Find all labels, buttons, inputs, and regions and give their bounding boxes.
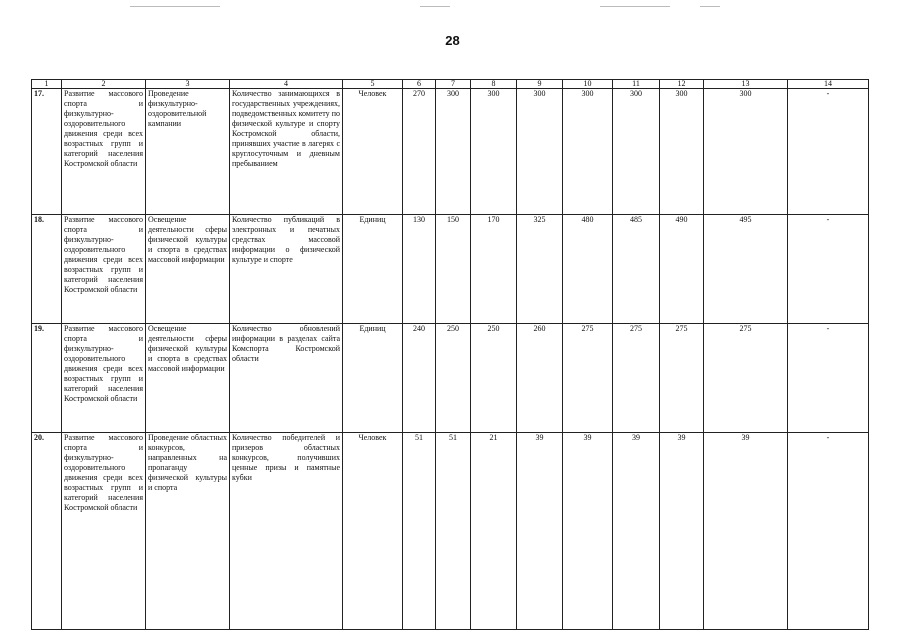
table-row — [32, 89, 869, 215]
column-header: 12 — [660, 80, 704, 89]
value-cell: 39 — [517, 433, 563, 630]
value-cell: 240 — [403, 324, 436, 433]
value-cell: 275 — [704, 324, 788, 433]
value-cell: 250 — [471, 324, 517, 433]
value-cell: 495 — [704, 215, 788, 324]
event-cell: Проведение физкультурно-оздоровительной кампании — [146, 89, 230, 215]
value-cell: 275 — [563, 324, 613, 433]
column-header: 8 — [471, 80, 517, 89]
value-cell: 300 — [436, 89, 471, 215]
note-cell: - — [788, 215, 869, 324]
scan-edge-marks — [0, 6, 905, 8]
value-cell: 300 — [471, 89, 517, 215]
column-header: 2 — [62, 80, 146, 89]
column-header: 10 — [563, 80, 613, 89]
row-index: 19. — [32, 324, 62, 433]
direction-cell: Развитие массового спорта и физкультурно-оздоровительного движения среди всех возрастных групп и категорий населения Костромской области — [62, 215, 146, 324]
indicator-cell: Количество победителей и призеров областных конкурсов, получивших ценные призы и памятные кубки — [230, 433, 343, 630]
value-cell: 150 — [436, 215, 471, 324]
value-cell: 21 — [471, 433, 517, 630]
column-header: 9 — [517, 80, 563, 89]
value-cell: 300 — [704, 89, 788, 215]
indicator-cell: Количество обновлений информации в разделах сайта Комспорта Костромской области — [230, 324, 343, 433]
value-cell: 270 — [403, 89, 436, 215]
column-header: 13 — [704, 80, 788, 89]
table-row — [32, 433, 869, 630]
table-row — [32, 324, 869, 433]
event-cell: Освещение деятельности сферы физической культуры и спорта в средствах массовой информации — [146, 324, 230, 433]
indicator-cell: Количество занимающихся в государственных учреждениях, подведомственных комитету по физической культуре и спорту Костромской области, принявших участие в лагерях с круглосуточным и дневным пребыванием — [230, 89, 343, 215]
value-cell: 480 — [563, 215, 613, 324]
value-cell: 485 — [613, 215, 660, 324]
value-cell: 39 — [613, 433, 660, 630]
value-cell: 130 — [403, 215, 436, 324]
value-cell: 51 — [403, 433, 436, 630]
note-cell: - — [788, 324, 869, 433]
note-cell: - — [788, 89, 869, 215]
column-header: 7 — [436, 80, 471, 89]
column-header: 11 — [613, 80, 660, 89]
value-cell: 300 — [563, 89, 613, 215]
unit-cell: Человек — [343, 433, 403, 630]
value-cell: 260 — [517, 324, 563, 433]
row-index: 18. — [32, 215, 62, 324]
value-cell: 300 — [517, 89, 563, 215]
column-header: 3 — [146, 80, 230, 89]
value-cell: 39 — [660, 433, 704, 630]
value-cell: 490 — [660, 215, 704, 324]
value-cell: 300 — [613, 89, 660, 215]
unit-cell: Единиц — [343, 215, 403, 324]
value-cell: 51 — [436, 433, 471, 630]
value-cell: 170 — [471, 215, 517, 324]
value-cell: 300 — [660, 89, 704, 215]
row-index: 17. — [32, 89, 62, 215]
row-index: 20. — [32, 433, 62, 630]
event-cell: Проведение областных конкурсов, направленных на пропаганду физической культуры и спорта — [146, 433, 230, 630]
unit-cell: Единиц — [343, 324, 403, 433]
indicator-cell: Количество публикаций в электронных и печатных средствах массовой информации о физической культуре и спорте — [230, 215, 343, 324]
value-cell: 39 — [704, 433, 788, 630]
unit-cell: Человек — [343, 89, 403, 215]
column-header: 1 — [32, 80, 62, 89]
event-cell: Освещение деятельности сферы физической культуры и спорта в средствах массовой информации — [146, 215, 230, 324]
column-header: 4 — [230, 80, 343, 89]
indicators-table — [31, 79, 869, 630]
table-header-row — [32, 80, 869, 89]
page-number: 28 — [445, 33, 460, 48]
table-row — [32, 215, 869, 324]
direction-cell: Развитие массового спорта и физкультурно-оздоровительного движения среди всех возрастных групп и категорий населения Костромской области — [62, 89, 146, 215]
direction-cell: Развитие массового спорта и физкультурно-оздоровительного движения среди всех возрастных групп и категорий населения Костромской области — [62, 324, 146, 433]
value-cell: 275 — [660, 324, 704, 433]
column-header: 14 — [788, 80, 869, 89]
value-cell: 275 — [613, 324, 660, 433]
note-cell: - — [788, 433, 869, 630]
value-cell: 325 — [517, 215, 563, 324]
value-cell: 39 — [563, 433, 613, 630]
value-cell: 250 — [436, 324, 471, 433]
column-header: 5 — [343, 80, 403, 89]
column-header: 6 — [403, 80, 436, 89]
direction-cell: Развитие массового спорта и физкультурно-оздоровительного движения среди всех возрастных групп и категорий населения Костромской области — [62, 433, 146, 630]
